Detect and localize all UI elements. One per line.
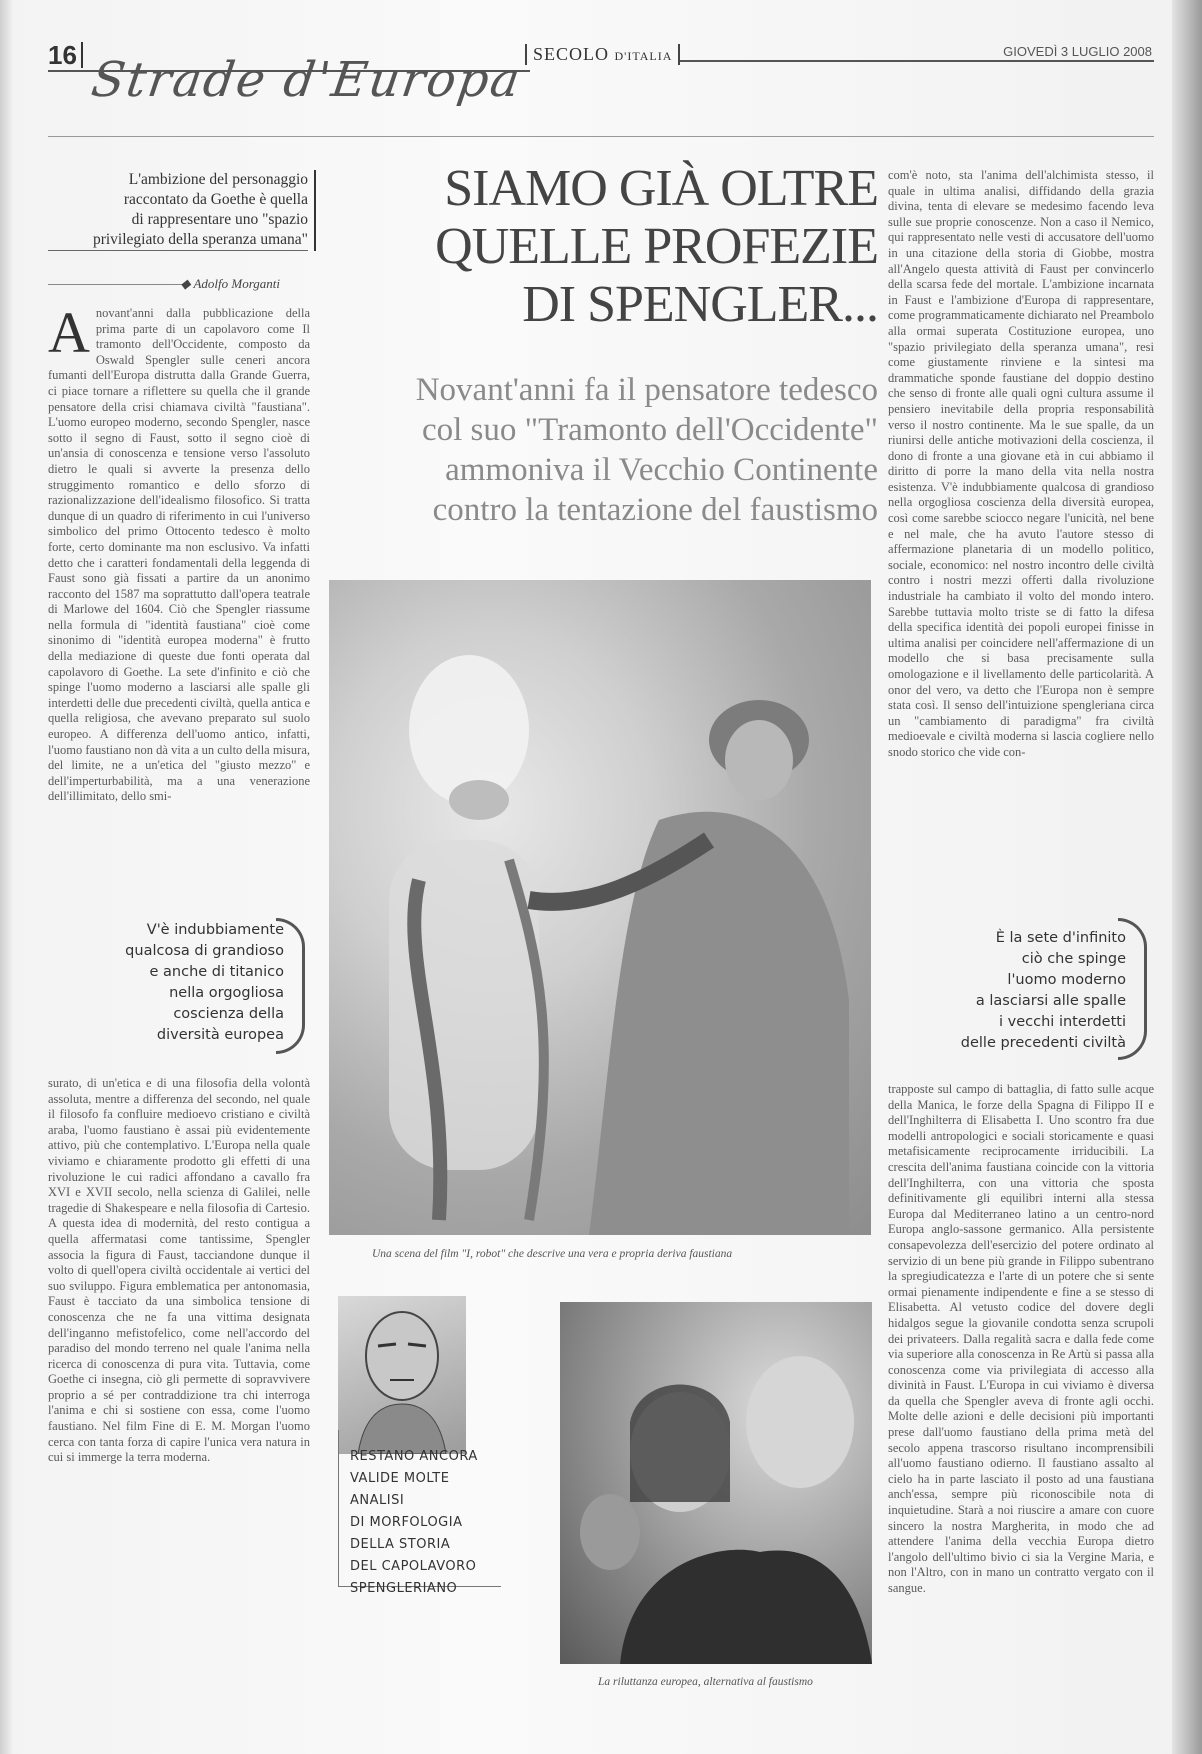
subhead-line: col suo "Tramonto dell'Occidente" <box>421 412 878 448</box>
people-photo-caption: La riluttanza europea, alternativa al faustismo <box>598 1676 813 1688</box>
subhead-line: ammoniva il Vecchio Continente <box>445 452 878 488</box>
pullquote-line: È la sete d'infinito <box>995 930 1126 946</box>
article-text: trapposte sul campo di battaglia, di fatto sulle acque della Manica, le forze della Spagna di Filippo II e dell'Inghilterra di Elisabetta I. Uno scontro fra due modelli antropologici e sociali storicamente e quasi metafisicamente reciprocamente irriducibili. La crescita dell'anima faustiana coincide con la vittoria dell'Inghilterra, con una vittoria che sposta definitivamente gli equilibri interni alla stessa Europa dal Mediterraneo latino a un centro-nord Europa anglo-sassone germanico. Alla persistente consapevolezza dell'esercizio del potere ordinato al servizio di un bene più grande in Filippo subentrano la spregiudicatezza e l'arte di un potere che si sente ormai pienamente indipendente e fine a se stesso di Elisabetta. Al vetusto codice del dovere degli hidalgos segue la giovanile condotta senza scrupoli dei privateers. Dalla regalità sacra e dalla fede come via superiore alla conoscenza in Re Artù si passa alla conoscenza come via privilegiata di accesso alla divinità in Faust. L'Europa in cui viviamo è diversa da quella che Spengler aveva di fronte agli occhi. Molte delle azioni e delle decisioni più importanti prese dall'uomo faustiano della prima metà del secolo appena trascorso risultano incomprensibili all'uomo faustiano odierno. Il faustiano assalto al cielo ha in parte lasciato il posto ad una faustiana anch'essa, sempre più riconoscibile nota di inquietudine. Starà a noi riuscire a amare con cuore sincero la nostra Margherita, in modo che ad attendere l'anima della vecchia Europa dietro l'angolo dell'ultimo bivio ci sia la Vergine Maria, e non l'Altro, con in mano un contratto vergato con il sangue. <box>888 1082 1154 1595</box>
article-column-3-bottom <box>888 1082 1154 1688</box>
pullquote-line: diversità europea <box>156 1027 284 1043</box>
robot-photo <box>329 580 871 1235</box>
pullquote-line: qualcosa di grandioso <box>125 943 284 959</box>
subhead-line: contro la tentazione del faustismo <box>432 492 878 528</box>
kicker-line: privilegiato della speranza umana" <box>48 230 308 251</box>
pullquote-line: l'uomo moderno <box>1007 972 1126 988</box>
pullquote-line: delle precedenti civiltà <box>960 1035 1126 1051</box>
page-left-edge <box>0 0 14 1754</box>
byline: ◆ Adolfo Morganti <box>180 276 280 291</box>
robot-photo-caption: Una scena del film "I, robot" che descrive una vera e propria deriva faustiana <box>372 1248 733 1260</box>
pullquote-bracket-right <box>1118 918 1147 1060</box>
pullquote-line: a lasciarsi alle spalle <box>975 993 1126 1009</box>
masthead-main: SECOLO <box>533 44 610 64</box>
article-text: surato, di un'etica e di una filosofia della volontà assoluta, mentre a differenza del secondo, nel quale il filosofo fa confluire medioevo cristiano e civiltà araba, l'uomo faustiano è assai più evidentemente attivo, più che contemplativo. L'Europa nella quale viviamo e chiaramente prodotto gli effetti di una rivoluzione le cui radici affondano a cavallo fra XVI e XVII secolo, nella scienza di Galilei, nelle tragedie di Shakespeare e nella filosofia di Cartesio. A questa idea di modernità, del resto contigua a quella affermatasi come tantissime, Spengler associa la figura di Faust, tacciandone dunque il volto di quell'opera civiltà occidentale ai vertici del suo sviluppo. Figura emblematica per antonomasia, Faust è tacciato da una simbolica tensione di conoscenza che ne fa una vittima designata dell'inganno mefistofelico, come nell'accordo del paradiso del mondo terreno nel quale l'anima nella ricerca di conoscenza di pura vita. Tuttavia, come Goethe ci insegna, ciò gli permette di sopravvivere proprio a sé per contraddizione tra chi interroga l'anima e chi si sostiene con essa, come l'uomo faustiano. Nel film Fine di E. M. Morgan l'uomo cerca con tanta forza di capire l'unica vera natura in cui si immerge la terra moderna. <box>48 1076 310 1465</box>
article-column-1-top <box>48 306 310 886</box>
pullquote-bracket-left <box>276 918 305 1054</box>
sidebox-line: DELLA STORIA <box>350 1537 451 1552</box>
page-spine-shadow <box>1172 0 1202 1754</box>
section-rule <box>48 136 1154 137</box>
article-text: com'è noto, sta l'anima dell'alchimista stesso, il quale in ultima analisi, diffidando della grazia divina, tenta di elevare se medesimo facendo leva sulle sue proprie conoscenze. Non a caso il Nemico, qui rappresentato nelle vesti di accusatore dell'uomo in una citazione della storia di Giobbe, mostra all'Angelo questa attività di Faust per convincerlo della scarsa fede del mortale. L'ambizione incarnata in Faust e l'ambizione d'Europa di rappresentare, come programmaticamente dichiarato nel Preambolo alla ormai superata Costituzione europea, uno "spazio privilegiato della speranza umana", resi come giustamente rinviene e la sintesi ma drammatiche sponde faustiane del doppio destino che senso di fronte alle quali ogni cultura assume il pensiero inevitabile della propria responsabilità verso il nostro continente. Ma le sue spalle, da un riunirsi delle antiche motivazioni della coscienza, il dono di fronte a una giovane età in cui abbiamo il diritto di porre la mano della vita nella nostra esistenza. V'è indubbiamente qualcosa di grandioso nella orgogliosa coscienza della diversità europea, così come sarebbe sciocco negare l'unicità, nel bene e nel male, che ha avuto l'autore stesso di affermazione planetaria di un modello politico, sociale, economico: nel nostro incontro delle civiltà contro i nostri mezzi offerti dalla rivoluzione industriale ha cambiato il volto del mondo intero. Sarebbe tuttavia molto triste se di fatto la difesa della specifica identità dei popoli europei finisse in ultima analisi per coincidere nell'affermazione di un modello che si basa precisamente sulla omologazione e il livellamento delle particolarità. A onor del vero, va detto che l'Europa non è sempre stata così. Il senso dell'intuizione spengleriana circa un "cambiamento di paradigma" fra civiltà medioevale e civiltà moderna si lascia cogliere nello snodo storico che vide con- <box>888 168 1154 759</box>
pullquote-line: i vecchi interdetti <box>999 1014 1126 1030</box>
pullquote-left <box>60 920 284 1046</box>
header-rule-right <box>680 60 1154 62</box>
subhead-line: Novant'anni fa il pensatore tedesco <box>415 372 878 408</box>
pullquote-line: ciò che spinge <box>1021 951 1126 967</box>
sidebox <box>350 1446 490 1600</box>
sidebox-line: RESTANO ANCORA <box>350 1449 478 1464</box>
subheadline <box>330 370 878 530</box>
sidebox-line: VALIDE MOLTE ANALISI <box>350 1471 450 1508</box>
kicker-line: di rappresentare uno "spazio <box>131 211 308 228</box>
page-number: 16 <box>48 42 83 68</box>
kicker <box>48 170 316 251</box>
article-column-1-bottom <box>48 1076 310 1676</box>
headline-line: QUELLE PROFEZIE <box>435 218 878 275</box>
pullquote-line: nella orgogliosa <box>169 985 284 1001</box>
section-title: Strade d'Europa <box>88 52 526 108</box>
dropcap: A <box>48 306 90 365</box>
masthead-small: D'ITALIA <box>614 49 673 63</box>
headline-line: DI SPENGLER... <box>522 276 878 333</box>
sidebox-line: SPENGLERIANO <box>350 1581 458 1596</box>
pullquote-line: V'è indubbiamente <box>146 922 284 938</box>
kicker-line: L'ambizione del personaggio <box>128 171 308 188</box>
author-name: Adolfo Morganti <box>193 276 280 291</box>
masthead <box>525 44 680 65</box>
people-photo <box>560 1302 872 1664</box>
article-text: novant'anni dalla pubblicazione della prima parte di un capolavoro come Il tramonto dell'Occidente, composto da Oswald Spengler sulle ceneri ancora fumanti dell'Europa distrutta dalla Grande Guerra, ci piace tornare a riflettere su quella che il grande pensatore della crisi chiamava civiltà "faustiana". L'uomo europeo moderno, secondo Spengler, nasce sotto il segno di Faust, sotto il segno cioè di un'ansia di conoscenza e tensione verso l'assoluto dietro le quali si avverte la presenza dello struggimento romantico e dello sforzo di razionalizzazione dell'idealismo filosofico. Si tratta dunque di un quadro di riferimento in cui l'universo simbolico del primo Ottocento tedesco è molto forte, certo dominante ma non esclusivo. Va infatti detto che i caratteri fondamentali della leggenda di Faust sono già fissati a partire da un anonimo racconto del 1587 ma soprattutto dall'opera teatrale di Marlowe del 1604. Ciò che Spengler riassume nella formula di "identità faustiana" cioè come sinonimo di "identità europea moderna" è frutto della mediazione di queste due fonti operata dal capolavoro di Goethe. La sete d'infinito e ciò che spinge l'uomo moderno a lasciarsi alle spalle gli interdetti delle due precedenti civiltà, quella antica e quella religiosa, che avevano preparato sul suolo europeo. A differenza dell'uomo antico, infatti, l'uomo faustiano non dà vita a un culto della misura, del limite, ne a un'etica del "giusto mezzo" e dell'imperturbabilità, ma a una venerazione dell'illimitato, dello smi- <box>48 306 310 804</box>
issue-date: GIOVEDÌ 3 LUGLIO 2008 <box>1003 44 1152 59</box>
robot-photo-illustration <box>329 580 871 1235</box>
headline-line: SIAMO GIÀ OLTRE <box>444 160 878 217</box>
people-photo-illustration <box>560 1302 872 1664</box>
pullquote-line: e anche di titanico <box>149 964 284 980</box>
headline <box>330 160 878 334</box>
article-column-3-top <box>888 168 1154 898</box>
pullquote-right <box>900 928 1126 1054</box>
kicker-line: raccontato da Goethe è quella <box>123 191 308 208</box>
pullquote-line: coscienza della <box>173 1006 284 1022</box>
sidebox-line: DI MORFOLOGIA <box>350 1515 463 1530</box>
sidebox-line: DEL CAPOLAVORO <box>350 1559 477 1574</box>
